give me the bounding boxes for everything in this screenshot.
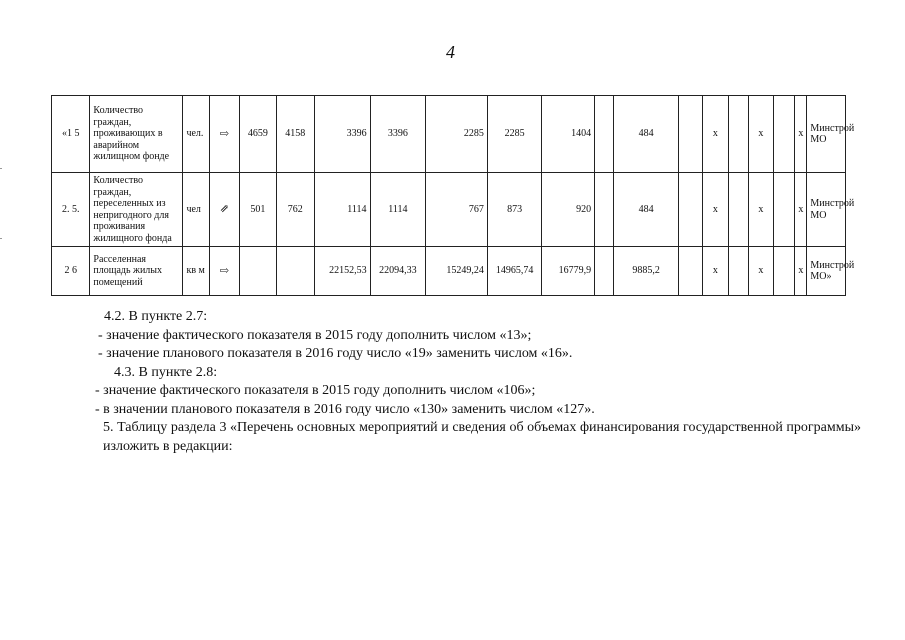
paragraph-4-3-plan: - в значении планового показателя в 2016 году число «130» заменить числом «127».: [95, 401, 595, 417]
value-cell: х: [795, 173, 807, 247]
value-cell: 22094,33: [370, 247, 426, 296]
trend-arrow-icon: ⇨: [219, 264, 230, 277]
value-cell: х: [795, 247, 807, 296]
value-cell: [728, 247, 748, 296]
value-cell: [595, 96, 614, 173]
value-cell: 1114: [370, 173, 426, 247]
value-cell: [679, 173, 703, 247]
value-cell: 4659: [240, 96, 276, 173]
value-cell: 501: [240, 173, 276, 247]
value-cell: х: [795, 96, 807, 173]
trend-arrow-cell: [209, 173, 239, 247]
value-cell: 16779,9: [542, 247, 595, 296]
table-body: [52, 96, 855, 296]
value-cell: х: [703, 173, 728, 247]
row-number-cell: 2 6: [52, 247, 90, 296]
value-cell: 762: [276, 173, 314, 247]
paragraph-4-2: 4.2. В пункте 2.7:: [104, 309, 208, 324]
trend-arrow-cell: [209, 96, 239, 173]
page-number: 4: [446, 42, 455, 62]
paragraph-5: 5. Таблицу раздела 3 «Перечень основных мероприятий и сведения об объемах финансирования государственной программы» изложить в редакции:: [103, 420, 861, 454]
table-row: [52, 96, 846, 173]
trend-arrow-cell: [209, 247, 239, 296]
value-cell: 3396: [314, 96, 370, 173]
value-cell: 4158: [276, 96, 314, 173]
unit-cell: чел: [183, 173, 209, 247]
value-cell: х: [748, 96, 773, 173]
value-cell: 1404: [542, 96, 595, 173]
value-cell: х: [703, 247, 728, 296]
responsible-cell: Минстрой МО»: [807, 247, 846, 296]
unit-cell: чел.: [183, 96, 209, 173]
value-cell: 484: [614, 96, 679, 173]
value-cell: 14965,74: [487, 247, 542, 296]
trend-arrow-icon: ⇨: [219, 127, 230, 140]
paragraph-4-2-plan: - значение планового показателя в 2016 году число «19» заменить числом «16».: [98, 346, 573, 361]
responsible-cell: Минстрой МО: [807, 173, 846, 247]
value-cell: 2285: [426, 96, 488, 173]
value-cell: [595, 247, 614, 296]
value-cell: 920: [542, 173, 595, 247]
margin-tick: [0, 238, 2, 239]
value-cell: 2285: [487, 96, 542, 173]
value-cell: [276, 247, 314, 296]
amendment-text: [51, 308, 861, 456]
table-row: [52, 247, 846, 296]
value-cell: [240, 247, 276, 296]
value-cell: [679, 247, 703, 296]
value-cell: [595, 173, 614, 247]
indicator-name-cell: Расселенная площадь жилых помещений: [90, 247, 183, 296]
value-cell: х: [748, 173, 773, 247]
indicator-name-cell: Количество граждан, переселенных из непригодного для проживания жилищного фонда: [90, 173, 183, 247]
value-cell: [774, 96, 795, 173]
value-cell: [679, 96, 703, 173]
table-row: [52, 173, 846, 247]
margin-tick: [0, 168, 2, 169]
paragraph-4-3: 4.3. В пункте 2.8:: [114, 364, 218, 380]
indicators-table: [51, 95, 855, 296]
row-number-cell: 2. 5.: [52, 173, 90, 247]
value-cell: х: [748, 247, 773, 296]
paragraph-4-3-fact: - значение фактического показателя в 2015 году дополнить числом «106»;: [95, 383, 536, 398]
indicator-name-cell: Количество граждан, проживающих в аварийном жилищном фонде: [90, 96, 183, 173]
value-cell: х: [703, 96, 728, 173]
value-cell: 15249,24: [426, 247, 488, 296]
row-number-cell: «1 5: [52, 96, 90, 173]
value-cell: 3396: [370, 96, 426, 173]
value-cell: [774, 173, 795, 247]
value-cell: 22152,53: [314, 247, 370, 296]
trend-arrow-icon: ⇗: [219, 203, 230, 216]
value-cell: [728, 96, 748, 173]
responsible-cell: Минстрой МО: [807, 96, 846, 173]
value-cell: 1114: [314, 173, 370, 247]
value-cell: 767: [426, 173, 488, 247]
unit-cell: кв м: [183, 247, 209, 296]
value-cell: 484: [614, 173, 679, 247]
value-cell: [774, 247, 795, 296]
value-cell: [728, 173, 748, 247]
value-cell: 9885,2: [614, 247, 679, 296]
paragraph-4-2-fact: - значение фактического показателя в 2015 году дополнить числом «13»;: [98, 327, 532, 343]
value-cell: 873: [487, 173, 542, 247]
